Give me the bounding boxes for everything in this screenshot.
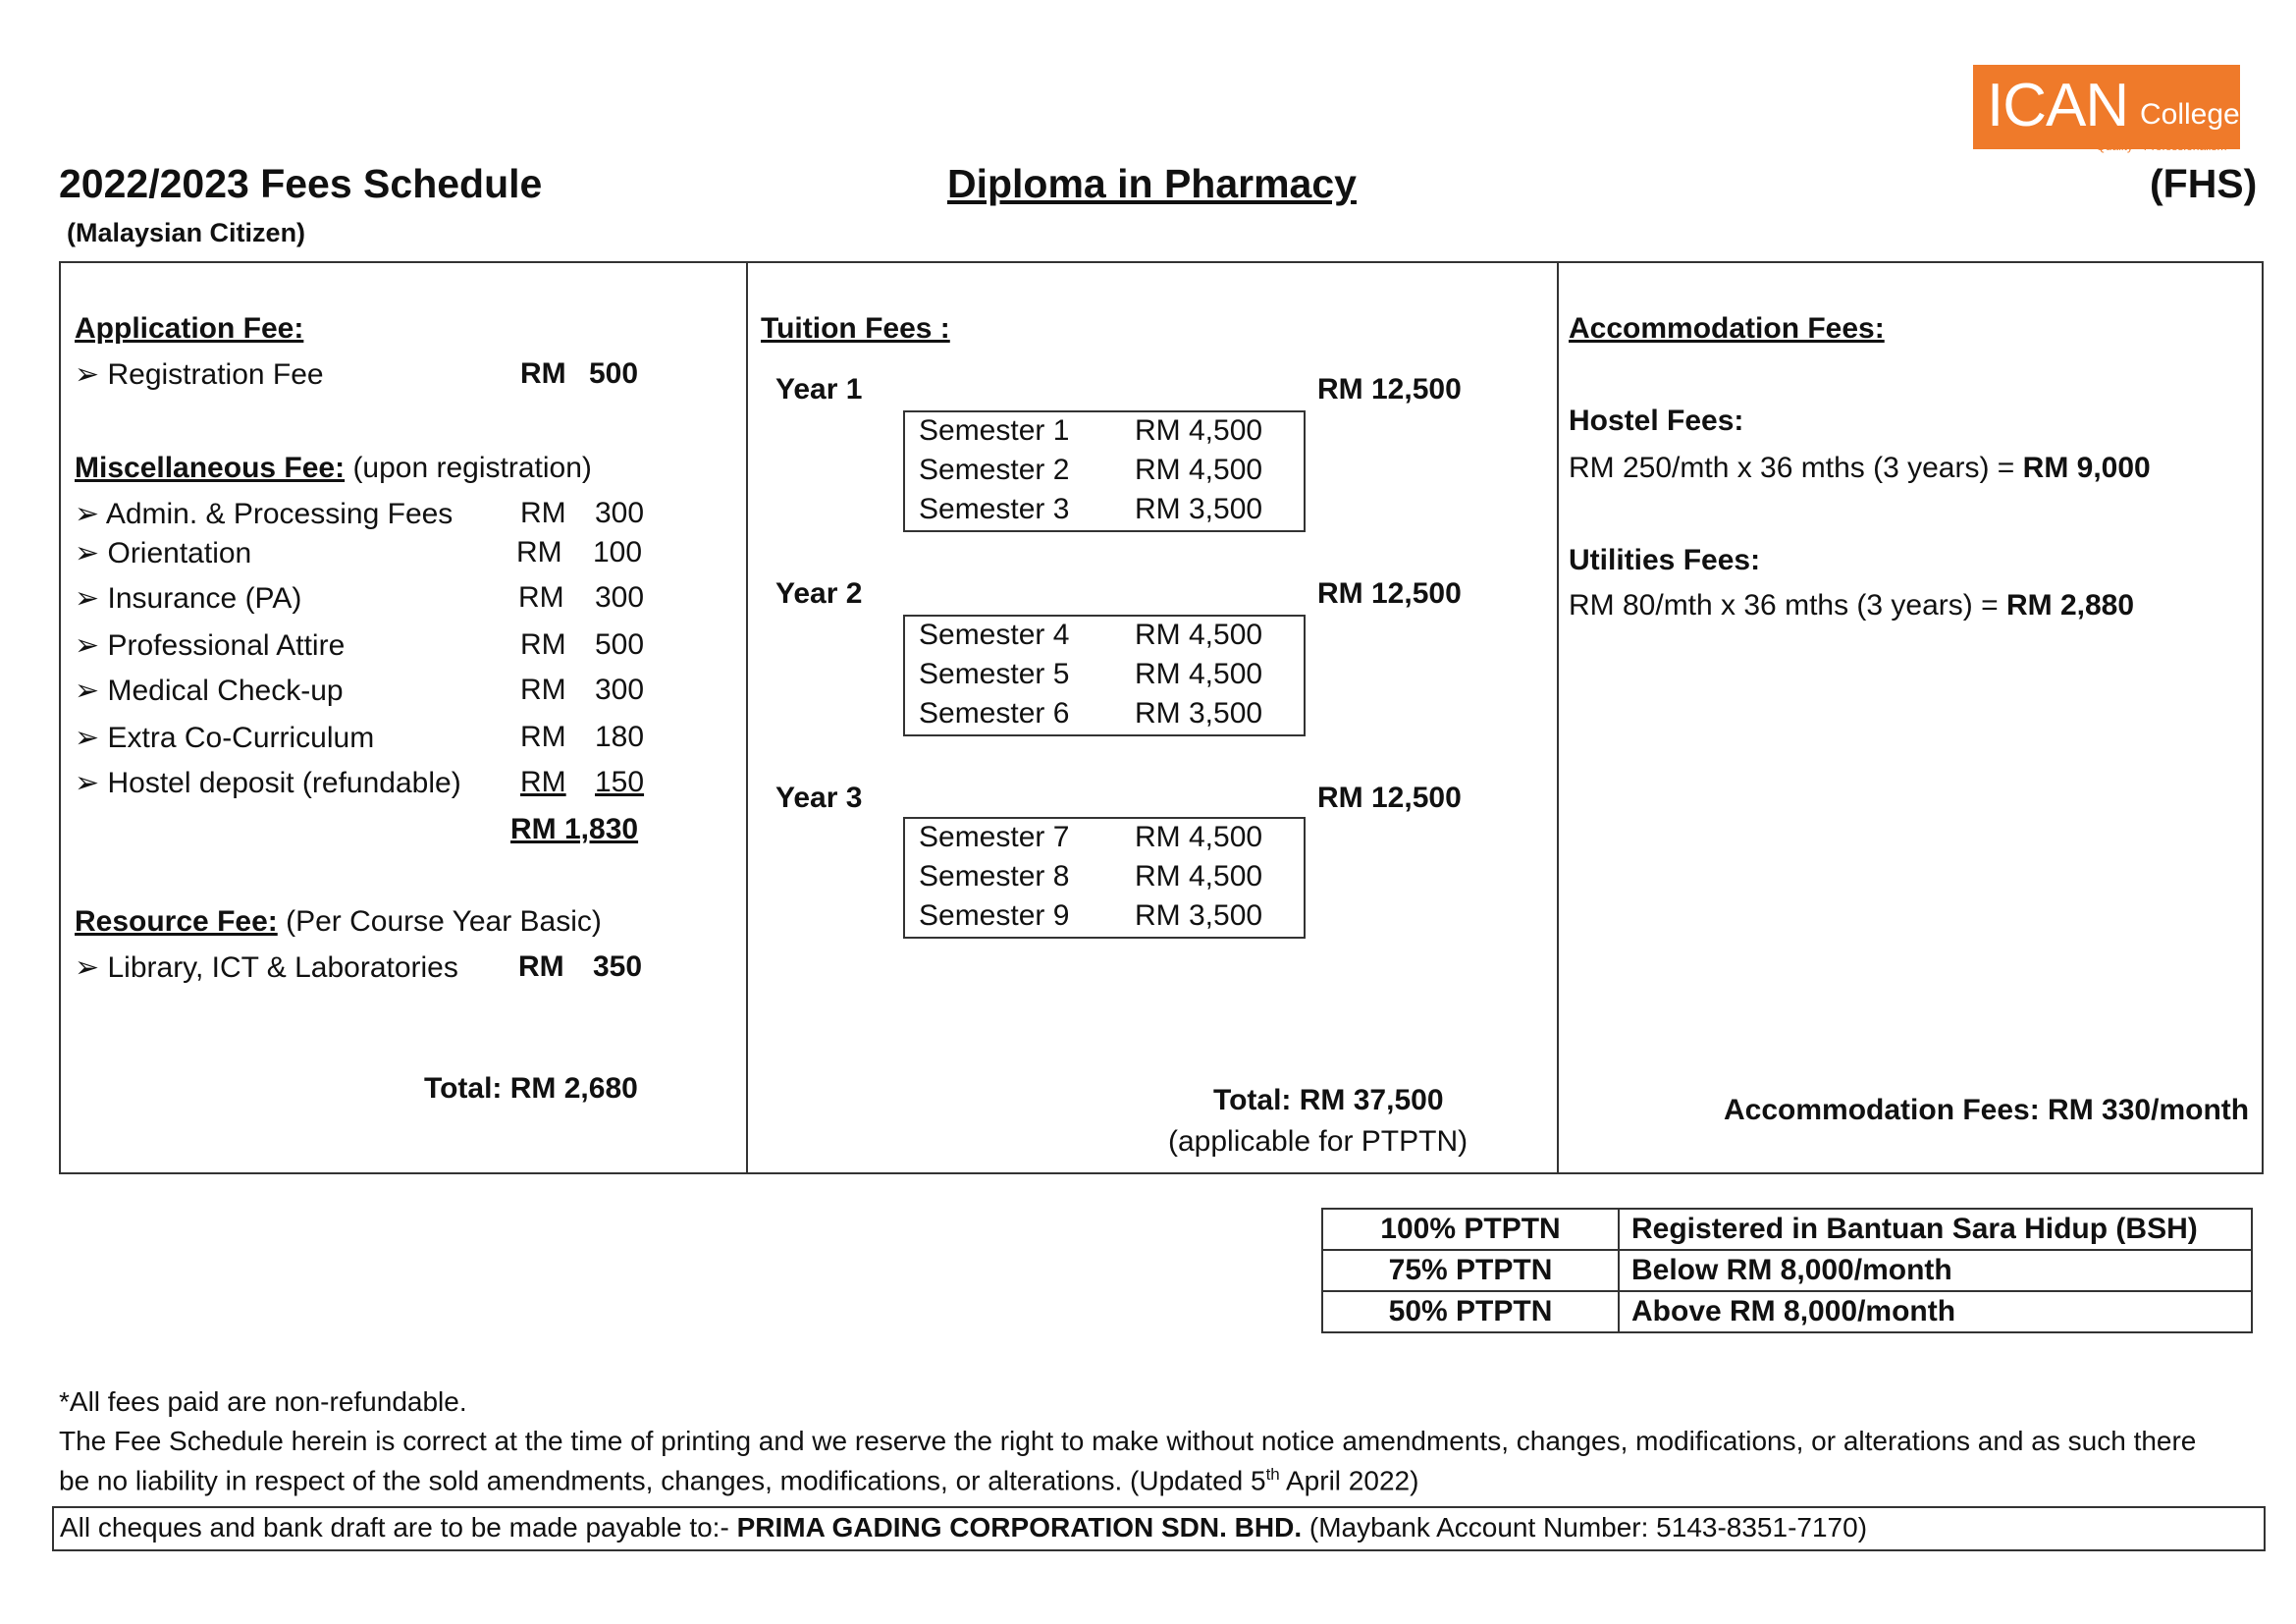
semester-name: Semester 3 [919,493,1070,525]
semester-fee: RM 3,500 [1135,899,1263,932]
list-item: ➢ Medical Check-up [75,675,344,707]
fee-amount: 150 [595,766,645,798]
hostel-fees-line: RM 250/mth x 36 mths (3 years) = RM 9,000 [1569,452,2151,484]
fee-amount: 300 [595,581,645,614]
year-total: RM 12,500 [1317,373,1462,406]
tuition-total-note: (applicable for PTPTN) [1168,1125,1468,1158]
fee-currency: RM [518,581,564,614]
bank-account: (Maybank Account Number: 5143-8351-7170) [1302,1512,1868,1543]
logo-suffix: College [2140,98,2240,131]
table-row [1322,1209,2252,1250]
fee-currency: RM [520,674,566,706]
list-item: ➢ Extra Co-Curriculum [75,722,375,754]
semester-name: Semester 7 [919,821,1070,853]
college-logo [1973,65,2240,149]
fee-amount: 300 [595,497,645,529]
fee-amount: 180 [595,721,645,753]
accommodation-fees-heading: Accommodation Fees: [1569,312,1885,345]
semester-name: Semester 4 [919,619,1070,651]
fee-currency: RM [520,628,566,661]
misc-fee-heading: Miscellaneous Fee: [75,452,346,484]
arrow-bullet-icon: ➢ [75,582,108,615]
fee-currency: RM [516,536,562,568]
semester-box [903,615,1306,736]
semester-fee: RM 4,500 [1135,821,1263,853]
arrow-bullet-icon: ➢ [75,358,108,391]
list-item: ➢ Hostel deposit (refundable) [75,767,461,799]
list-item: ➢ Admin. & Processing Fees [75,498,454,530]
arrow-bullet-icon: ➢ [75,629,108,662]
fee-amount: 100 [593,536,643,568]
ptptn-level: 75% PTPTN [1322,1250,1619,1291]
semester-fee: RM 4,500 [1135,454,1263,486]
payment-line: All cheques and bank draft are to be made payable to:- PRIMA GADING CORPORATION SDN. BHD. (Maybank Account Number: 5143-8351-7170) [60,1512,1868,1543]
semester-name: Semester 1 [919,414,1070,447]
semester-fee: RM 4,500 [1135,860,1263,893]
fee-amount: 500 [595,628,645,661]
semester-fee: RM 4,500 [1135,619,1263,651]
ptptn-criteria: Registered in Bantuan Sara Hidup (BSH) [1619,1209,2252,1250]
list-item: ➢ Registration Fee [75,358,324,391]
tuition-total: Total: RM 37,500 [1213,1084,1444,1116]
resource-fee-heading: Resource Fee: [75,905,278,938]
ordinal-suffix: th [1265,1465,1280,1484]
list-item: ➢ Insurance (PA) [75,582,302,615]
utilities-fees-line: RM 80/mth x 36 mths (3 years) = RM 2,880 [1569,589,2135,622]
hostel-fees-heading: Hostel Fees: [1569,405,1744,437]
semester-box [903,817,1306,939]
list-item: ➢ Orientation [75,537,252,569]
misc-fee-note: (upon registration) [345,452,592,484]
ptptn-level: 50% PTPTN [1322,1291,1619,1332]
arrow-bullet-icon: ➢ [75,498,106,530]
fee-amount: 350 [593,950,643,983]
ptptn-criteria: Above RM 8,000/month [1619,1291,2252,1332]
year-total: RM 12,500 [1317,782,1462,814]
misc-fee-heading-line [75,452,592,485]
page-title: 2022/2023 Fees Schedule [59,161,543,206]
logo-tagline: • Quality • Professionalism [2089,139,2227,153]
tuition-fees-heading: Tuition Fees : [761,312,950,345]
semester-name: Semester 8 [919,860,1070,893]
arrow-bullet-icon: ➢ [75,951,108,984]
table-row [1322,1291,2252,1332]
year-total: RM 12,500 [1317,577,1462,610]
arrow-bullet-icon: ➢ [75,537,108,569]
fee-amount: 300 [595,674,645,706]
semester-fee: RM 4,500 [1135,414,1263,447]
disclaimer-line: The Fee Schedule herein is correct at the time of printing and we reserve the right to make without notice amendments, changes, modifications, or alterations and as such there [59,1426,2197,1456]
semester-fee: RM 3,500 [1135,493,1263,525]
ptptn-level: 100% PTPTN [1322,1209,1619,1250]
utilities-fees-heading: Utilities Fees: [1569,544,1761,576]
disclaimer-line: be no liability in respect of the sold amendments, changes, modifications, or alterations. (Updated 5th April 2022) [59,1465,1419,1496]
ptptn-table [1321,1208,2253,1333]
semester-box [903,410,1306,532]
payment-box [52,1506,2266,1551]
non-refundable-note: *All fees paid are non-refundable. [59,1386,467,1417]
year-label: Year 2 [775,577,863,610]
logo-brand: ICAN [1987,72,2129,139]
semester-name: Semester 5 [919,658,1070,690]
semester-fee: RM 4,500 [1135,658,1263,690]
year-label: Year 3 [775,782,863,814]
arrow-bullet-icon: ➢ [75,767,108,799]
misc-subtotal: RM 1,830 [510,813,639,845]
list-item: ➢ Library, ICT & Laboratories [75,951,458,984]
resource-fee-heading-line [75,905,602,939]
resource-fee-note: (Per Course Year Basic) [277,905,602,938]
year-label: Year 1 [775,373,863,406]
fee-currency: RM [520,721,566,753]
fee-currency: RM [520,497,566,529]
fee-currency: RM [518,950,564,983]
hostel-fees-total: RM 9,000 [2022,452,2151,484]
column-divider [746,261,748,1174]
utilities-fees-total: RM 2,880 [2005,589,2135,622]
list-item: ➢ Professional Attire [75,629,346,662]
accommodation-monthly: Accommodation Fees: RM 330/month [1724,1094,2250,1126]
arrow-bullet-icon: ➢ [75,675,108,707]
payee-company: PRIMA GADING CORPORATION SDN. BHD. [736,1512,1303,1543]
table-row [1322,1250,2252,1291]
fee-currency: RM [520,766,566,798]
ptptn-criteria: Below RM 8,000/month [1619,1250,2252,1291]
arrow-bullet-icon: ➢ [75,722,108,754]
application-fee-heading: Application Fee: [75,312,304,345]
column-divider [1557,261,1559,1174]
col1-total: Total: RM 2,680 [424,1072,638,1105]
faculty-code: (FHS) [2150,161,2258,206]
fee-amount: 500 [589,357,639,390]
fee-currency: RM [520,357,566,390]
semester-name: Semester 2 [919,454,1070,486]
semester-fee: RM 3,500 [1135,697,1263,730]
program-title: Diploma in Pharmacy [947,161,1357,206]
semester-name: Semester 9 [919,899,1070,932]
citizenship-subtitle: (Malaysian Citizen) [67,218,306,247]
semester-name: Semester 6 [919,697,1070,730]
